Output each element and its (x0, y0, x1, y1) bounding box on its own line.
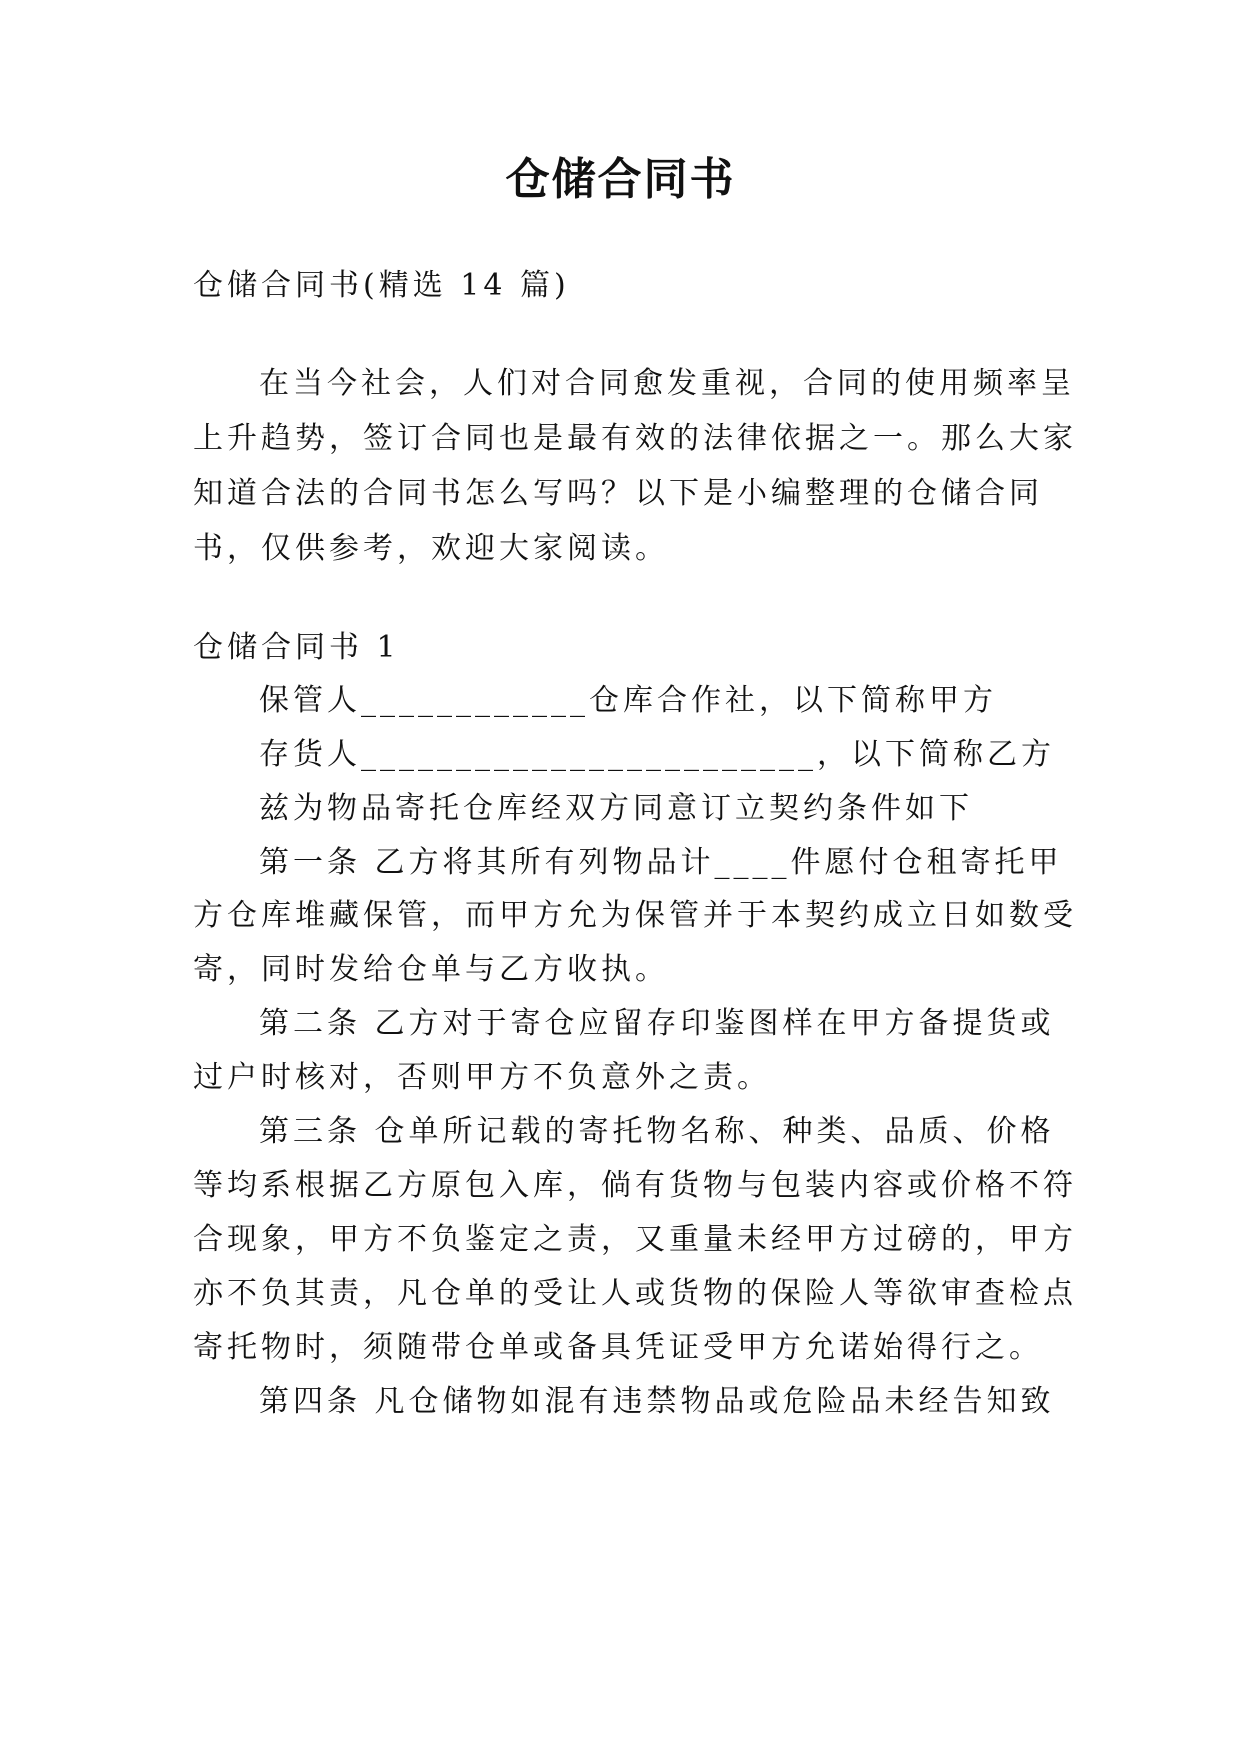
intro-line: 书，仅供参考，欢迎大家阅读。 (193, 531, 669, 566)
clause-line: 寄托物时，须随带仓单或备具凭证受甲方允诺始得行之。 (193, 1330, 1043, 1365)
clause-line: 第二条 乙方对于寄仓应留存印鉴图样在甲方备提货或 (259, 1006, 1055, 1041)
section-heading: 仓储合同书 1 (193, 630, 400, 665)
intro-line: 知道合法的合同书怎么写吗？以下是小编整理的仓储合同 (193, 476, 1043, 511)
clause-line: 第三条 仓单所记载的寄托物名称、种类、品质、价格 (259, 1114, 1055, 1149)
clause-line: 过户时核对，否则甲方不负意外之责。 (193, 1060, 771, 1095)
body-line: 存货人________________________，以下简称乙方 (259, 737, 1055, 772)
clause-line: 亦不负其责，凡仓单的受让人或货物的保险人等欲审查检点 (193, 1276, 1077, 1311)
clause-line: 第一条 乙方将其所有列物品计____件愿付仓租寄托甲 (259, 845, 1063, 880)
clause-line: 第四条 凡仓储物如混有违禁物品或危险品未经告知致 (259, 1384, 1055, 1419)
document-title: 仓储合同书 (505, 154, 736, 205)
body-line: 兹为物品寄托仓库经双方同意订立契约条件如下 (259, 791, 973, 826)
clause-line: 合现象，甲方不负鉴定之责，又重量未经甲方过磅的，甲方 (193, 1222, 1077, 1257)
intro-line: 上升趋势，签订合同也是最有效的法律依据之一。那么大家 (193, 421, 1077, 456)
clause-line: 寄，同时发给仓单与乙方收执。 (193, 952, 669, 987)
intro-line: 在当今社会，人们对合同愈发重视，合同的使用频率呈 (259, 366, 1075, 401)
clause-line: 方仓库堆藏保管，而甲方允为保管并于本契约成立日如数受 (193, 898, 1077, 933)
document-subtitle: 仓储合同书(精选 14 篇) (193, 268, 570, 303)
clause-line: 等均系根据乙方原包入库，倘有货物与包装内容或价格不符 (193, 1168, 1077, 1203)
body-line: 保管人____________仓库合作社，以下简称甲方 (259, 683, 997, 718)
